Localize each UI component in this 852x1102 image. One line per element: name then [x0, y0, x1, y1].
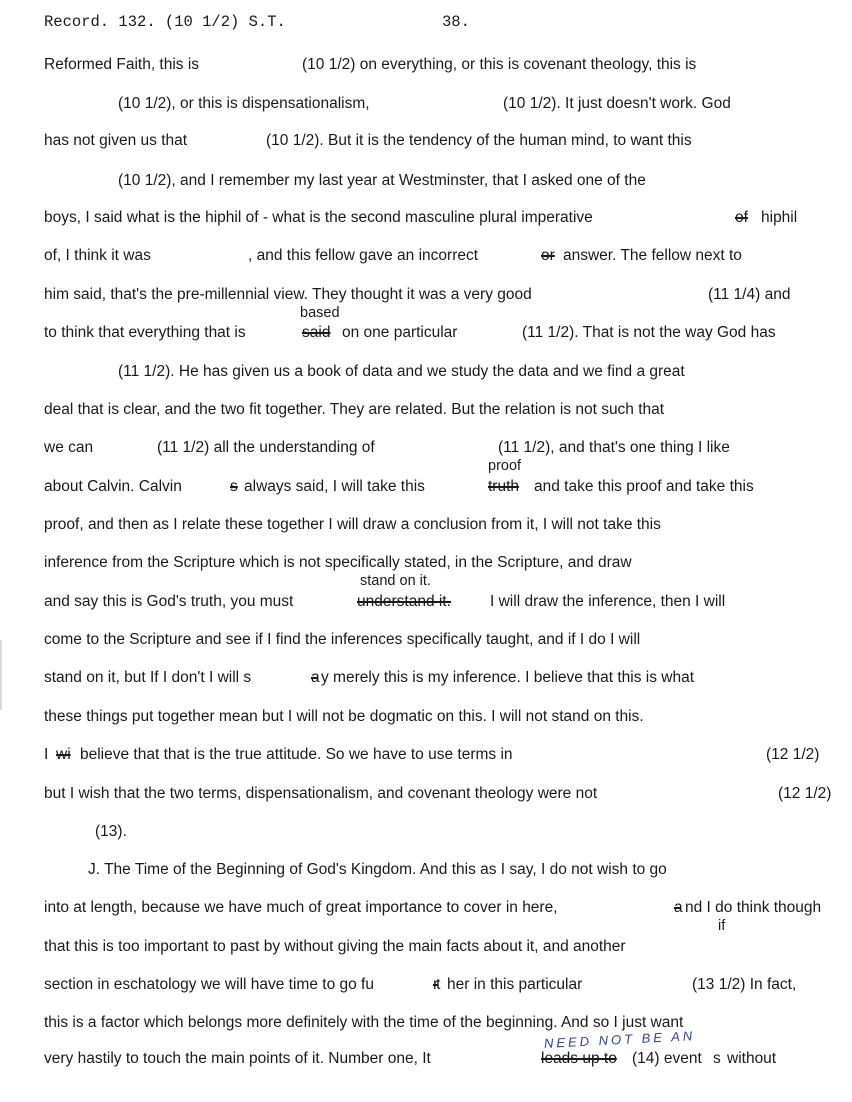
text-segment: proof, and then as I relate these together I will draw a conclusion from it, I will not take this: [44, 516, 661, 533]
text-segment: (13).: [95, 823, 127, 840]
text-segment: these things put together mean but I will not be dogmatic on this. I will not stand on this.: [44, 708, 644, 725]
text-segment: believe that that is the true attitude. So we have to use terms in: [80, 746, 513, 763]
text-segment: about Calvin. Calvin: [44, 478, 182, 495]
text-segment: s: [713, 1050, 721, 1067]
inserted-word: stand on it.: [360, 573, 431, 589]
text-segment: boys, I said what is the hiphil of - what is the second masculine plural imperative: [44, 209, 593, 226]
text-segment: very hastily to touch the main points of it. Number one, It: [44, 1050, 431, 1067]
struck-text: s: [230, 478, 238, 495]
overtyped-letter: a: [311, 669, 318, 686]
text-segment: always said, I will take this: [244, 478, 425, 495]
text-segment: has not given us that: [44, 132, 188, 149]
struck-text: said: [302, 324, 331, 341]
text-segment: (14) event: [632, 1050, 702, 1067]
text-segment: J. The Time of the Beginning of God's Kingdom. And this as I say, I do not wish to go: [88, 861, 667, 878]
text-segment: this is a factor which belongs more definitely with the time of the beginning. And so I just want: [44, 1014, 684, 1031]
struck-text: wi: [56, 746, 71, 763]
text-segment: of, I think it was: [44, 247, 151, 264]
struck-text: of: [735, 209, 748, 226]
text-segment: that this is too important to past by without giving the main facts about it, and another: [44, 938, 626, 955]
text-segment: him said, that's the pre-millennial view. They thought it was a very good: [44, 286, 532, 303]
text-segment: but I wish that the two terms, dispensationalism, and covenant theology were not: [44, 785, 598, 802]
scan-edge-mark: [0, 640, 2, 710]
text-segment: (10 1/2), and I remember my last year at Westminster, that I asked one of the: [118, 172, 646, 189]
text-segment: stand on it, but If I don't I will s: [44, 669, 252, 686]
text-segment: (11 1/2), and that's one thing I like: [498, 439, 730, 456]
struck-text: understand it.: [357, 593, 451, 610]
struck-text: truth: [488, 478, 520, 495]
text-segment: deal that is clear, and the two fit together. They are related. But the relation is not such that: [44, 401, 665, 418]
text-segment: section in eschatology we will have time to go fu: [44, 976, 374, 993]
text-segment: y merely this is my inference. I believe that this is what: [321, 669, 695, 686]
text-segment: and take this proof and take this: [534, 478, 754, 495]
record-label: Record. 132. (10 1/2) S.T.: [44, 13, 286, 31]
text-segment: I: [44, 746, 49, 763]
text-segment: (11 1/2). He has given us a book of data and we study the data and we find a great: [118, 363, 685, 380]
inserted-word: proof: [488, 458, 522, 474]
text-segment: without: [727, 1050, 777, 1067]
inserted-word: if: [718, 918, 726, 934]
struck-text: or: [541, 247, 555, 264]
handwritten-annotation: NEED NOT BE AN: [543, 1028, 696, 1051]
text-segment: (11 1/2). That is not the way God has: [522, 324, 776, 341]
text-segment: , and this fellow gave an incorrect: [248, 247, 479, 264]
text-segment: (12 1/2): [778, 785, 832, 802]
text-segment: into at length, because we have much of great importance to cover in here,: [44, 899, 558, 916]
text-segment: (13 1/2) In fact,: [692, 976, 797, 993]
text-segment: to think that everything that is: [44, 324, 246, 341]
overtyped-letters: rt: [433, 976, 439, 993]
page-number: 38.: [442, 13, 470, 31]
text-segment: I will draw the inference, then I will: [490, 593, 726, 610]
text-segment: on one particular: [342, 324, 458, 341]
text-segment: Reformed Faith, this is: [44, 56, 200, 73]
text-segment: (11 1/2) all the understanding of: [157, 439, 375, 456]
text-segment: we can: [44, 439, 94, 456]
struck-text: leads up to: [541, 1050, 617, 1067]
text-segment: (10 1/2), or this is dispensationalism,: [118, 95, 370, 112]
text-segment: and say this is God's truth, you must: [44, 593, 294, 610]
text-segment: (10 1/2). But it is the tendency of the human mind, to want this: [266, 132, 692, 149]
text-segment: hiphil: [761, 209, 798, 226]
text-segment: (11 1/4) and: [708, 286, 791, 303]
text-segment: come to the Scripture and see if I find the inferences specifically taught, and if I do I will: [44, 631, 641, 648]
text-segment: (10 1/2). It just doesn't work. God: [503, 95, 731, 112]
text-segment: answer. The fellow next to: [563, 247, 742, 264]
overtyped-letter: a: [674, 899, 681, 916]
text-segment: nd I do think though: [685, 899, 822, 916]
text-segment: (12 1/2): [766, 746, 820, 763]
inserted-word: based: [300, 305, 340, 321]
text-segment: inference from the Scripture which is not specifically stated, in the Scripture, and draw: [44, 554, 632, 571]
text-segment: (10 1/2) on everything, or this is covenant theology, this is: [302, 56, 697, 73]
text-segment: her in this particular: [447, 976, 583, 993]
